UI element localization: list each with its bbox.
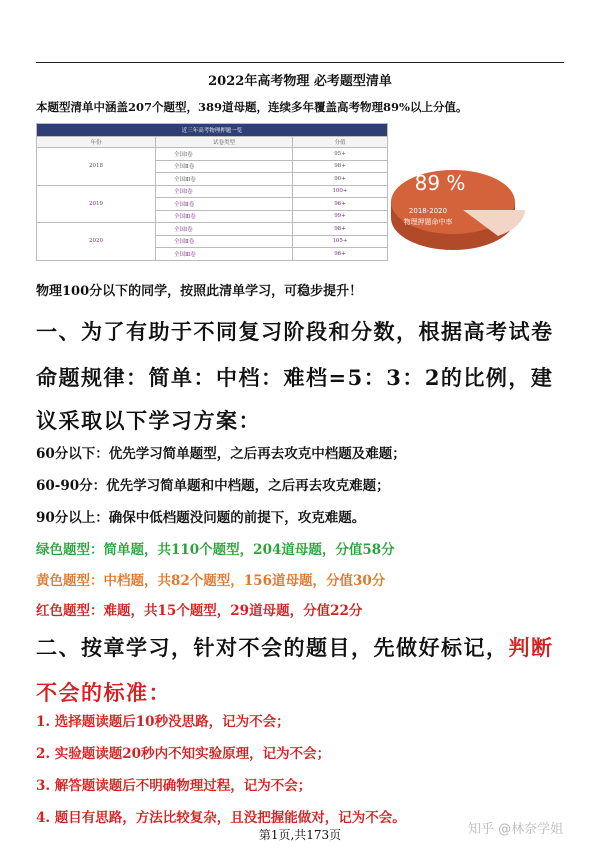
table-caption: 近三年高考物理押题一览 xyxy=(37,124,388,137)
score-cell: 98+ xyxy=(293,223,388,236)
type-cell: 全国Ⅲ卷 xyxy=(156,173,293,186)
type-cell: 全国Ⅰ卷 xyxy=(156,148,293,161)
pie-caption-line2: 物理押题命中率 xyxy=(403,218,453,226)
type-cell: 全国Ⅰ卷 xyxy=(156,223,293,236)
section2-line2: 不会的标准： xyxy=(36,680,171,705)
score-cell: 95+ xyxy=(293,148,388,161)
type-cell: 全国Ⅲ卷 xyxy=(156,248,293,261)
type-cell: 全国Ⅱ卷 xyxy=(156,160,293,173)
score-cell: 99+ xyxy=(293,210,388,223)
green-category: 绿色题型：简单题，共110个题型，204道母题，分值58分 xyxy=(36,542,395,558)
section2-line1 xyxy=(36,632,554,662)
red-category: 红色题型：难题，共15个题型，29道母题，分值22分 xyxy=(36,603,363,619)
advice-line: 物理100分以下的同学，按照此清单学习，可稳步提升！ xyxy=(36,284,363,299)
col-type-header: 试卷类型 xyxy=(156,137,293,148)
orange-category: 黄色题型：中档题，共82个题型，156道母题，分值30分 xyxy=(36,573,386,589)
watermark: 知乎 @林奈学姐 xyxy=(468,822,564,837)
score-cell: 98+ xyxy=(293,160,388,173)
type-cell: 全国Ⅱ卷 xyxy=(156,198,293,211)
hit-rate-pie-chart xyxy=(388,150,578,260)
criteria-item: 2. 实验题读题20秒内不知实验原理，记为不会； xyxy=(36,746,331,762)
history-table xyxy=(36,123,388,261)
year-cell: 2018 xyxy=(37,148,156,186)
document-title: 2022年高考物理 必考题型清单 xyxy=(208,74,392,89)
top-rule xyxy=(36,62,564,63)
table-row xyxy=(37,223,388,236)
year-cell: 2020 xyxy=(37,223,156,261)
section2-black-text: 二、按章学习，针对不会的题目，先做好标记， xyxy=(36,635,509,660)
plan-item: 90分以上：确保中低档题没问题的前提下，攻克难题。 xyxy=(36,510,366,526)
score-cell: 96+ xyxy=(293,248,388,261)
criteria-item: 3. 解答题读题后不明确物理过程，记为不会； xyxy=(36,778,312,794)
col-score-header: 分值 xyxy=(293,137,388,148)
type-cell: 全国Ⅲ卷 xyxy=(156,210,293,223)
criteria-item: 1. 选择题读题后10秒没思路，记为不会； xyxy=(36,714,290,730)
type-cell: 全国Ⅱ卷 xyxy=(156,235,293,248)
plan-item: 60分以下：优先学习简单题型，之后再去攻克中档题及难题； xyxy=(36,446,406,462)
section1-line1: 一、为了有助于不同复习阶段和分数，根据高考试卷 xyxy=(36,319,554,344)
score-cell: 105+ xyxy=(293,235,388,248)
intro-text: 本题型清单中涵盖207个题型，389道母题，连续多年覆盖高考物理89%以上分值。 xyxy=(36,100,468,114)
score-cell: 100+ xyxy=(293,185,388,198)
pie-caption-line1: 2018-2020 xyxy=(408,207,448,215)
pie-percent-label: 89 % xyxy=(414,171,466,195)
col-year-header: 年份 xyxy=(37,137,156,148)
score-cell: 96+ xyxy=(293,198,388,211)
score-cell: 90+ xyxy=(293,173,388,186)
plan-item: 60-90分：优先学习简单题和中档题，之后再去攻克难题； xyxy=(36,478,390,494)
table-row xyxy=(37,185,388,198)
section2-red-text: 判断 xyxy=(508,635,554,660)
year-cell: 2019 xyxy=(37,185,156,223)
section1-line2: 命题规律：简单：中档：难档=5：3：2的比例，建 xyxy=(36,365,554,390)
section1-line3: 议采取以下学习方案： xyxy=(36,408,261,433)
type-cell: 全国Ⅰ卷 xyxy=(156,185,293,198)
table-row xyxy=(37,148,388,161)
criteria-item: 4. 题目有思路，方法比较复杂，且没把握能做对，记为不会。 xyxy=(36,810,406,826)
page-footer: 第1页,共173页 xyxy=(258,828,342,842)
